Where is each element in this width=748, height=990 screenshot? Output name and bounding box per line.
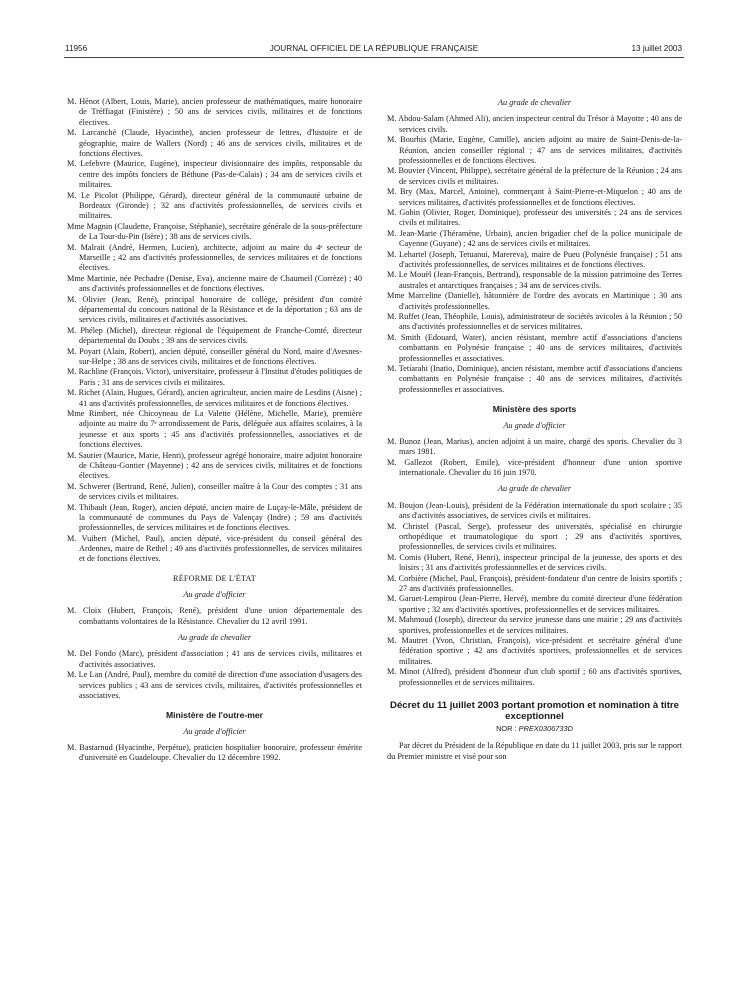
decoration-entry: M. Thibault (Jean, Roger), ancien député, ancien maire de Luçay-le-Mâle, président de la communauté de communes du Pays de Valençay (Indre) ; 59 ans d'activités professionnelles, de services militaires et de fonctions électives. bbox=[67, 502, 362, 533]
decoration-entry: M. Phélep (Michel), directeur régional de l'équipement de Franche-Comté, directeur départemental du Doubs ; 39 ans de services civils. bbox=[67, 325, 362, 346]
decoration-entry: M. Malrait (André, Hermen, Lucien), architecte, adjoint au maire du 4ᵉ secteur de Marseille ; 42 ans d'activités professionnelles, de services militaires et de fonctions électives. bbox=[67, 242, 362, 273]
decoration-entry: M. Christel (Pascal, Serge), professeur des universités, spécialisé en chirurgie orthopédique et traumatologique du sport ; 29 ans d'activités sportives, professionnelles, de services civils et militaires. bbox=[387, 521, 682, 552]
journal-title: JOURNAL OFFICIEL DE LA RÉPUBLIQUE FRANÇAISE bbox=[269, 44, 479, 53]
decoration-entry: M. Larcanché (Claude, Hyacinthe), ancien professeur de lettres, d'histoire et de géographie, maire de Wallers (Nord) ; 46 ans de services civils, militaires et de fonctions électives. bbox=[67, 128, 362, 158]
decoration-entry: M. Gallezot (Robert, Emile), vice-président d'honneur d'une union sportive internationale. Chevalier du 16 juin 1970. bbox=[387, 457, 682, 478]
decoration-entry: M. Le Mouël (Jean-François, Bertrand), responsable de la mission patrimoine des Terres australes et antarctiques françaises ; 34 ans de services civils. bbox=[387, 270, 682, 290]
decoration-entry: M. Comis (Hubert, René, Henri), inspecteur principal de la jeunesse, des sports et des loisirs ; 31 ans d'activités professionnelles et de services civils. bbox=[387, 552, 682, 573]
nor-reference bbox=[387, 724, 682, 734]
grade-heading-chevalier: Au grade de chevalier bbox=[497, 98, 572, 107]
page-number: 11956 bbox=[65, 44, 88, 53]
header-rule bbox=[64, 57, 684, 58]
decoration-entry: M. Bourhis (Marie, Eugène, Camille), ancien adjoint au maire de Saint-Denis-de-la-Réunion, ancien conseiller régional ; 47 ans de services militaires, d'activités professionnelles et de fonctions électives. bbox=[387, 135, 682, 165]
decoration-entry: M. Le Picolot (Philippe, Gérard), directeur général de la communauté urbaine de Bordeaux (Gironde) ; 32 ans d'activités professionnelles, de services civils et militaires. bbox=[67, 190, 362, 221]
page-header bbox=[0, 44, 748, 58]
entry-list bbox=[67, 649, 362, 701]
grade-heading-officier: Au grade d'officier bbox=[183, 590, 246, 600]
left-column bbox=[67, 97, 362, 764]
decoration-entry: Mme Marceline (Danielle), bâtonnière de l'ordre des avocats en Martinique ; 30 ans d'activités professionnelles. bbox=[387, 291, 682, 311]
decoration-entry: M. Abdou-Salam (Ahmed Ali), ancien inspecteur central du Trésor à Mayotte ; 40 ans de services civils. bbox=[387, 114, 682, 134]
decoration-entry: Mme Martinie, née Pechadre (Denise, Eva), ancienne maire de Chaumeil (Corrèze) ; 40 ans d'activités professionnelles et de fonctions électives. bbox=[67, 273, 362, 294]
decoration-entry: M. Lehartel (Joseph, Tetuanui, Marereva), maire de Pueu (Polynésie française) ; 51 ans d'activités professionnelles, de services militaires et de fonctions électives. bbox=[387, 249, 682, 269]
decoration-entry: Mme Magnin (Claudette, Françoise, Stéphanie), secrétaire générale de la sous-préfecture de La Tour-du-Pin (Isère) ; 38 ans de services civils. bbox=[67, 221, 362, 242]
decoration-entry: M. Garuet-Lempirou (Jean-Pierre, Hervé), membre du comité directeur d'une fédération sportive ; 32 ans d'activités sportives, professionnelles et de services militaires. bbox=[387, 594, 682, 614]
section-heading-reforme: RÉFORME DE L'ÉTAT bbox=[173, 573, 256, 583]
decree-paragraph: Par décret du Président de la République en date du 11 juillet 2003, pris sur le rapport du Premier ministre et visé pour son bbox=[387, 741, 682, 761]
section-heading-outremer: Ministère de l'outre-mer bbox=[165, 710, 264, 721]
decoration-entry: M. Olivier (Jean, René), principal honoraire de collège, président d'un comité départemental du concours national de la Résistance et de la déportation ; 63 ans de services civils, militaires et d'activités associatives. bbox=[67, 294, 362, 325]
nor-label: NOR : bbox=[496, 723, 517, 733]
entry-list bbox=[387, 501, 682, 688]
decoration-entry: M. Lefebvre (Maurice, Eugène), inspecteur divisionnaire des impôts, responsable du centre des impôts fonciers de Béthune (Pas-de-Calais) ; 34 ans de services civils et militaires. bbox=[67, 159, 362, 190]
decoration-entry: M. Le Lan (André, Paul), membre du comité de direction d'une association d'usagers des services publics ; 43 ans de services civils, militaires, d'activités professionnelles et associatives. bbox=[67, 670, 362, 700]
decoration-entry: M. Boujon (Jean-Louis), président de la Fédération internationale du sport scolaire ; 35 ans d'activités associatives, de services civils et militaires. bbox=[387, 500, 682, 521]
decoration-entry: M. Sautier (Maurice, Marie, Henri), professeur agrégé honoraire, maire adjoint honoraire de Château-Gontier (Mayenne) ; 42 ans de services civils, militaires et de fonctions électives. bbox=[67, 450, 362, 481]
section-heading-sports: Ministère des sports bbox=[492, 404, 577, 415]
decoration-entry: M. Hénot (Albert, Louis, Marie), ancien professeur de mathématiques, maire honoraire de Tréffiagat (Finistère) ; 50 ans de services civils, militaires et de fonctions électives. bbox=[67, 97, 362, 127]
decoration-entry: M. Del Fondo (Marc), président d'association ; 41 ans de services civils, militaires et d'activités associatives. bbox=[67, 649, 362, 669]
decoration-entry: M. Bastarnud (Hyacinthe, Perpétue), praticien hospitalier honoraire, professeur émérite d'université en Guadeloupe. Chevalier du 12 décembre 1992. bbox=[67, 742, 362, 763]
issue-date: 13 juillet 2003 bbox=[631, 44, 682, 53]
entry-list bbox=[67, 97, 362, 565]
entry-list bbox=[67, 743, 362, 764]
decoration-entry: M. Smith (Edouard, Water), ancien résistant, membre actif d'associations d'anciens combattants en Polynésie française ; 40 ans de services militaires, d'activités professionnelles et associatives. bbox=[387, 332, 682, 363]
decoration-entry: M. Ruffet (Jean, Théophile, Louis), administrateur de sociétés avicoles à la Réunion ; 50 ans d'activités professionnelles et de services militaires. bbox=[387, 312, 682, 332]
nor-code: PREX0306733D bbox=[518, 723, 573, 733]
decoration-entry: M. Rachline (François, Victor), universitaire, professeur à l'Institut d'études politiques de Paris ; 31 ans de services civils et militaires. bbox=[67, 367, 362, 387]
grade-heading-chevalier: Au grade de chevalier bbox=[497, 484, 572, 494]
decoration-entry: M. Jean-Marie (Théramène, Urbain), ancien brigadier chef de la police municipale de Cayenne (Guyane) ; 42 ans de services civils et militaires. bbox=[387, 228, 682, 249]
entry-list bbox=[387, 437, 682, 479]
decoration-entry: M. Poyart (Alain, Robert), ancien député, conseiller général du Nord, maire d'Avesnes-sur-Helpe ; 38 ans de services civils, militaires et de fonctions électives. bbox=[67, 346, 362, 366]
decoration-entry: M. Bouvier (Vincent, Philippe), secrétaire général de la préfecture de la Réunion ; 24 ans de services civils et militaires. bbox=[387, 166, 682, 186]
decree-title: Décret du 11 juillet 2003 portant promotion et nomination à titre exceptionnel bbox=[390, 699, 679, 722]
decoration-entry: M. Tetiarahi (Inatio, Dominique), ancien résistant, membre actif d'associations d'anciens combattants en Polynésie française ; 40 ans de services militaires, d'activités professionnelles et associatives. bbox=[387, 364, 682, 394]
grade-heading-officier: Au grade d'officier bbox=[183, 726, 246, 736]
decoration-entry: M. Mahmoud (Joseph), directeur du service jeunesse dans une mairie ; 29 ans d'activités sportives, professionnelles et de services militaires. bbox=[387, 615, 682, 635]
decoration-entry: M. Bry (Max, Marcel, Antoine), commerçant à Saint-Pierre-et-Miquelon ; 40 ans de services militaires, d'activités professionnelles et de fonctions électives. bbox=[387, 187, 682, 207]
decoration-entry: M. Richet (Alain, Hugues, Gérard), ancien agriculteur, ancien maire de Lesdins (Aisne) ; 41 ans d'activités professionnelles, de services militaires et de fonctions électives. bbox=[67, 388, 362, 408]
decoration-entry: M. Vuibert (Michel, Paul), ancien député, vice-président du conseil général des Ardennes, maire de Rethel ; 49 ans d'activités professionnelles, de services militaires et de fonctions électives. bbox=[67, 533, 362, 564]
decoration-entry: M. Gobin (Olivier, Roger, Dominique), professeur des universités ; 24 ans de services civils et militaires. bbox=[387, 208, 682, 228]
decoration-entry: M. Mautret (Yvon, Christian, François), vice-président et secrétaire général d'une fédération sportive ; 42 ans d'activités sportives, professionnelles et de services militaires. bbox=[387, 636, 682, 666]
decoration-entry: Mme Rimbert, née Chicoyneau de La Valette (Hélène, Michelle, Marie), première adjointe au maire du 7ᵉ arrondissement de Paris, déléguée aux affaires scolaires, à la jeunesse et aux sports ; 45 ans d'activités professionnelles, associatives et de fonctions électives. bbox=[67, 409, 362, 450]
decoration-entry: M. Cloix (Hubert, François, René), président d'une union départementale des combattants volontaires de la Résistance. Chevalier du 12 avril 1991. bbox=[67, 606, 362, 626]
right-column bbox=[387, 98, 682, 762]
entry-list bbox=[67, 606, 362, 627]
entry-list bbox=[387, 114, 682, 395]
grade-heading-chevalier: Au grade de chevalier bbox=[177, 633, 252, 643]
decoration-entry: M. Corbière (Michel, Paul, François), président-fondateur d'un centre de loisirs sportifs ; 27 ans d'activités professionnelles. bbox=[387, 573, 682, 593]
decoration-entry: M. Minot (Alfred), président d'honneur d'un club sportif ; 60 ans d'activités sportives, professionnelles et de services militaires. bbox=[387, 667, 682, 687]
decoration-entry: M. Bunoz (Jean, Marius), ancien adjoint à un maire, chargé des sports. Chevalier du 3 mars 1981. bbox=[387, 436, 682, 457]
decoration-entry: M. Schwerer (Bertrand, René, Julien), conseiller maître à la Cour des comptes ; 31 ans de services civils et militaires. bbox=[67, 481, 362, 502]
grade-heading-officier: Au grade d'officier bbox=[503, 420, 566, 430]
